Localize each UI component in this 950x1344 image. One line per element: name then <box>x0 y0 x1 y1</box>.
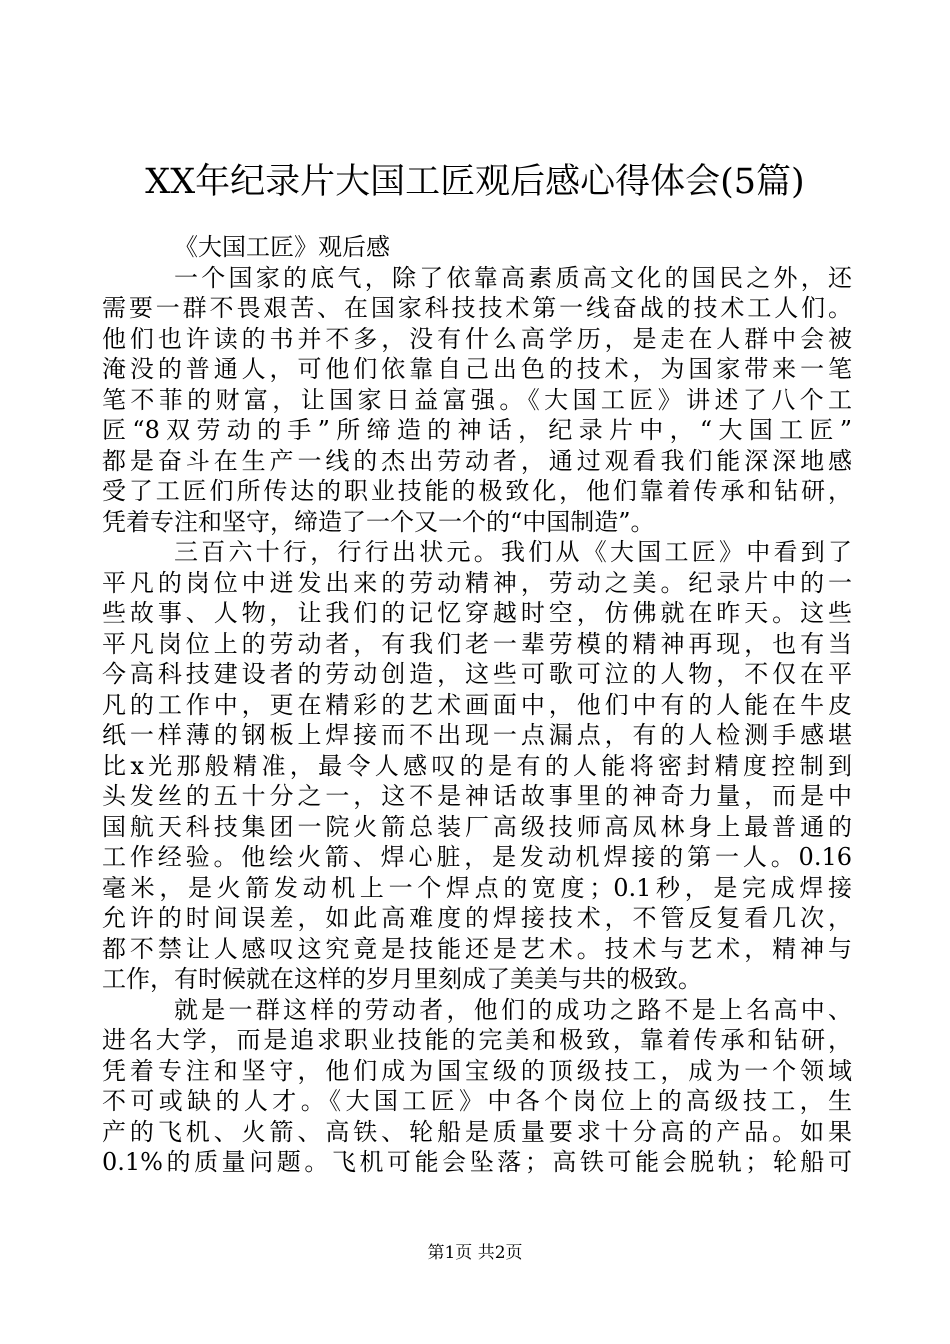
body-line: 平凡岗位上的劳动者，有我们老一辈劳模的精神再现，也有当 <box>102 629 852 658</box>
body-line: 需要一群不畏艰苦、在国家科技技术第一线奋战的技术工人们。 <box>102 294 852 322</box>
body-line: 今高科技建设者的劳动创造，这些可歌可泣的人物，不仅在平 <box>102 660 852 688</box>
body-line: 0.1%的质量问题。飞机可能会坠落；高铁可能会脱轨；轮船可 <box>102 1148 852 1176</box>
body-line: 毫米，是火箭发动机上一个焊点的宽度；0.1秒，是完成焊接 <box>102 873 852 902</box>
section-heading: 《大国工匠》观后感 <box>174 233 390 261</box>
page-footer: 第1页 共2页 <box>427 1243 523 1263</box>
body-line: 淹没的普通人，可他们依靠自己出色的技术，为国家带来一笔 <box>102 355 852 383</box>
body-line: 头发丝的五十分之一，这不是神话故事里的神奇力量，而是中 <box>102 782 852 810</box>
body-line: 一个国家的底气，除了依靠高素质高文化的国民之外，还 <box>174 263 852 292</box>
body-line: 都是奋斗在生产一线的杰出劳动者，通过观看我们能深深地感 <box>102 446 852 475</box>
body-line: 凭着专注和坚守，他们成为国宝级的顶级技工，成为一个领域 <box>102 1056 852 1085</box>
body-line: 允许的时间误差，如此高难度的焊接技术，不管反复看几次， <box>102 904 852 932</box>
body-line: 些故事、人物，让我们的记忆穿越时空，仿佛就在昨天。这些 <box>102 599 852 627</box>
body-line: 就是一群这样的劳动者，他们的成功之路不是上名高中、 <box>174 995 852 1024</box>
document-title: XX年纪录片大国工匠观后感心得体会(5篇) <box>145 162 805 202</box>
body-line: 匠“8双劳动的手”所缔造的神话，纪录片中，“大国工匠” <box>102 416 852 444</box>
body-line: 纸一样薄的钢板上焊接而不出现一点漏点，有的人检测手感堪 <box>102 721 852 749</box>
body-line: 平凡的岗位中迸发出来的劳动精神，劳动之美。纪录片中的一 <box>102 568 852 597</box>
body-line: 受了工匠们所传达的职业技能的极致化，他们靠着传承和钻研， <box>102 477 852 505</box>
body-line: 进名大学，而是追求职业技能的完美和极致，靠着传承和钻研， <box>102 1026 852 1054</box>
body-line: 三百六十行，行行出状元。我们从《大国工匠》中看到了 <box>174 538 852 566</box>
document-body <box>102 232 852 1178</box>
body-line: 工作经验。他绘火箭、焊心脏，是发动机焊接的第一人。0.16 <box>102 843 852 871</box>
body-line: 工作，有时候就在这样的岁月里刻成了美美与共的极致。 <box>102 965 702 993</box>
body-line: 凭着专注和坚守，缔造了一个又一个的“中国制造”。 <box>102 507 655 536</box>
body-line: 产的飞机、火箭、高铁、轮船是质量要求十分高的产品。如果 <box>102 1117 852 1146</box>
body-line: 不可或缺的人才。《大国工匠》中各个岗位上的高级技工，生 <box>102 1087 852 1115</box>
body-line: 凡的工作中，更在精彩的艺术画面中，他们中有的人能在牛皮 <box>102 690 852 719</box>
body-line: 比x光那般精准，最令人感叹的是有的人能将密封精度控制到 <box>102 751 852 780</box>
body-line: 笔不菲的财富，让国家日益富强。《大国工匠》讲述了八个工 <box>102 385 852 414</box>
body-line: 都不禁让人感叹这究竟是技能还是艺术。技术与艺术，精神与 <box>102 934 852 963</box>
body-line: 国航天科技集团一院火箭总装厂高级技师高凤林身上最普通的 <box>102 812 852 841</box>
body-line: 他们也许读的书并不多，没有什么高学历，是走在人群中会被 <box>102 324 852 353</box>
